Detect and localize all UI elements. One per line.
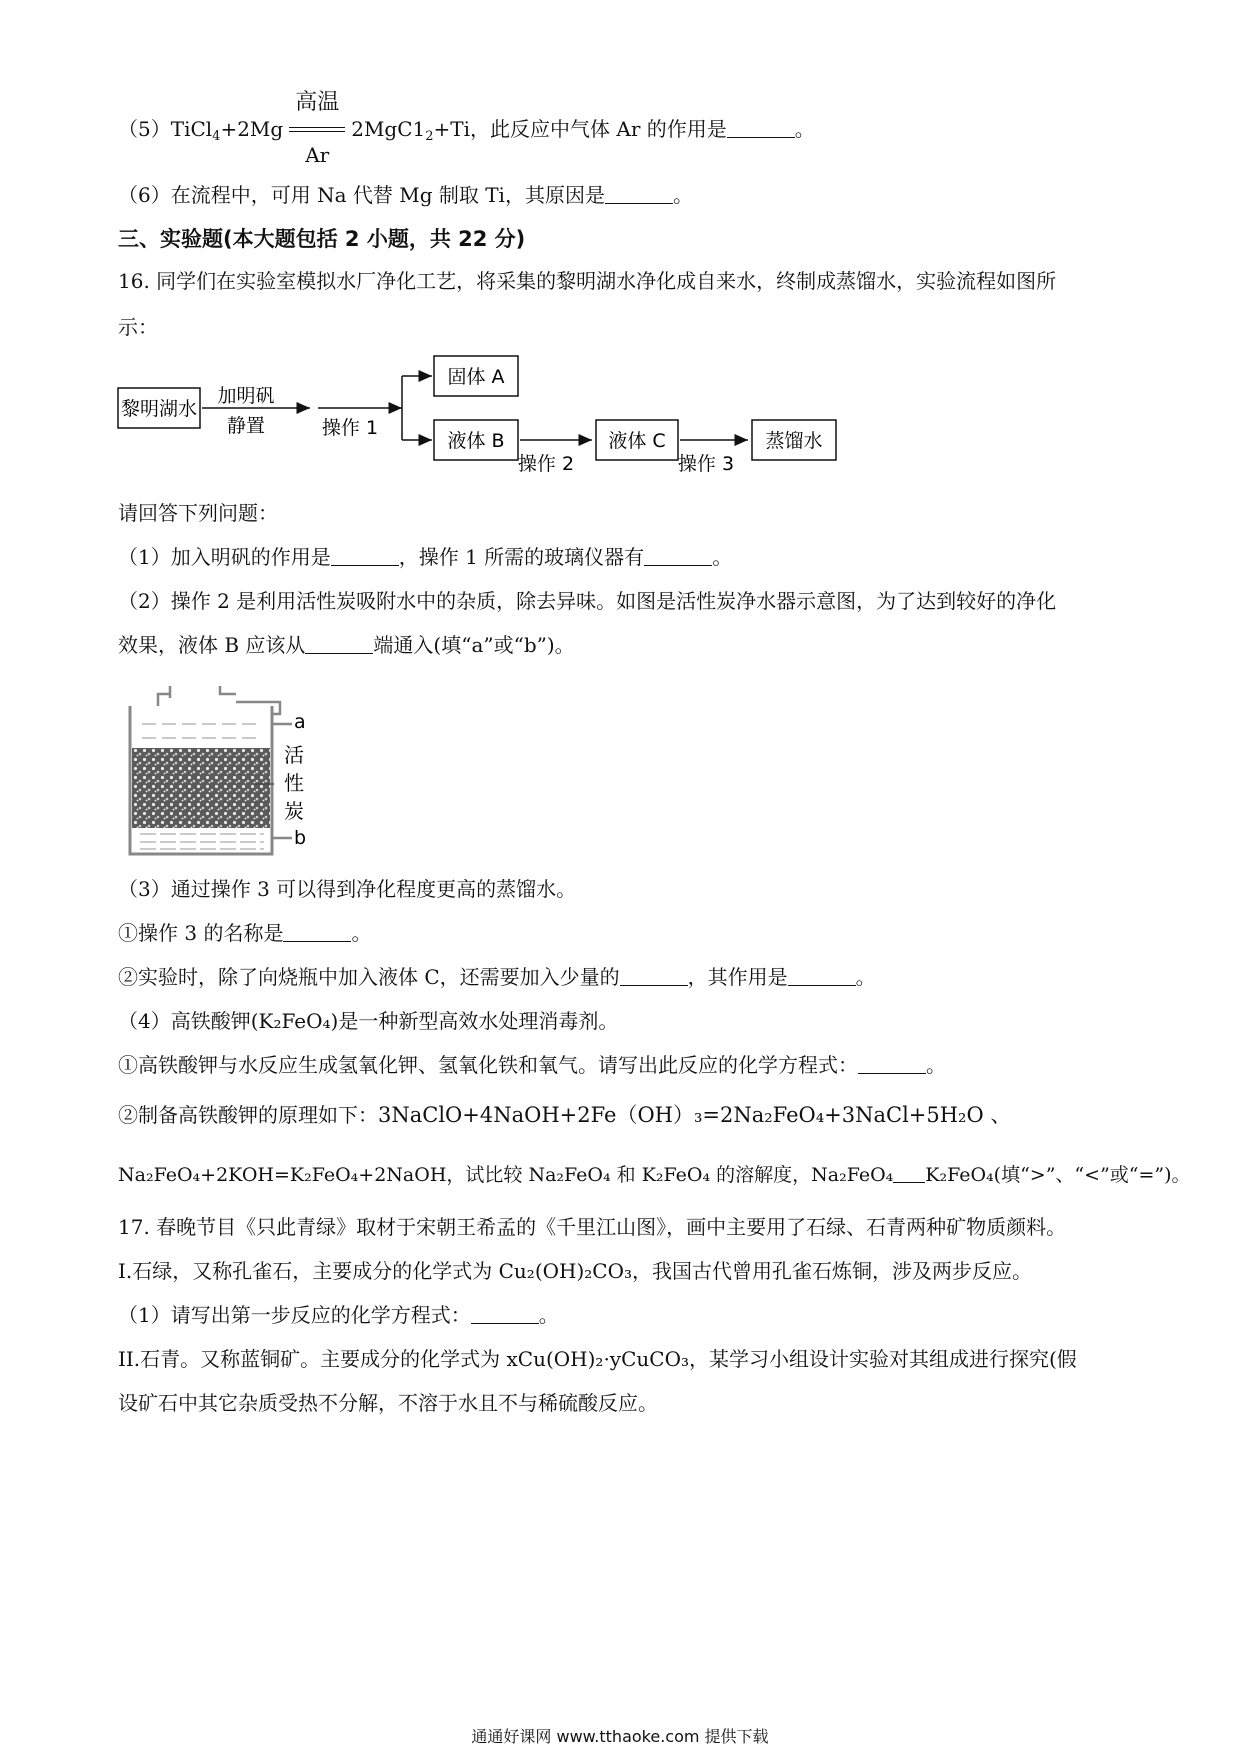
q16-part3: （3）通过操作 3 可以得到净化程度更高的蒸馏水。	[118, 877, 577, 901]
step-label-bottom: 静置	[226, 415, 266, 437]
answer-blank[interactable]	[605, 185, 673, 204]
q16-intro-line2: 示：	[118, 315, 158, 339]
solid-a-label: 固体 A	[447, 366, 505, 388]
op1-label: 操作 1	[321, 417, 379, 439]
q16-ask: 请回答下列问题：	[118, 501, 278, 525]
q15-part6: （6）在流程中，可用 Na 代替 Mg 制取 Ti，其原因是 。	[118, 183, 693, 207]
purification-flow-diagram	[110, 350, 870, 480]
q16-part4: （4）高铁酸钾(K₂FeO₄)是一种新型高效水处理消毒剂。	[118, 1009, 619, 1033]
answer-blank[interactable]	[283, 923, 351, 942]
answer-blank[interactable]	[858, 1055, 926, 1074]
q16-part4-1: ①高铁酸钾与水反应生成氢氧化钾、氢氧化铁和氧气。请写出此反应的化学方程式： 。	[118, 1053, 946, 1077]
answer-blank[interactable]	[788, 967, 856, 986]
q17-part2-line1: II.石青。又称蓝铜矿。主要成分的化学式为 xCu(OH)₂·yCuCO₃，某学习小组设计实验对其组成进行探究(假	[118, 1347, 1077, 1371]
reaction-condition: $\frac{\text{高温}}{Ar}$	[289, 114, 345, 144]
step-label-top: 加明矾	[217, 385, 275, 407]
answer-blank[interactable]	[471, 1305, 539, 1324]
carbon-label-3: 炭	[284, 799, 304, 823]
q16-part1: （1）加入明矾的作用是 ，操作 1 所需的玻璃仪器有 。	[118, 545, 733, 569]
q16-part3-2: ②实验时，除了向烧瓶中加入液体 C，还需要加入少量的 ，其作用是 。	[118, 965, 876, 989]
page-footer: 通通好课网 www.tthaoke.com 提供下载	[471, 1727, 769, 1746]
answer-blank[interactable]	[305, 635, 373, 654]
q17-intro: 17. 春晚节目《只此青绿》取材于宋朝王希孟的《千里江山图》，画中主要用了石绿、石青两种矿物质颜料。	[118, 1215, 1067, 1239]
answer-blank[interactable]	[893, 1164, 925, 1183]
q16-part2-line2: 效果，液体 B 应该从 端通入(填“a”或“b”)。	[118, 633, 575, 657]
q17-part1-text: I.石绿，又称孔雀石，主要成分的化学式为 Cu₂(OH)₂CO₃，我国古代曾用孔雀石炼铜，涉及两步反应。	[118, 1259, 1032, 1283]
q16-part3-1: ①操作 3 的名称是 。	[118, 921, 372, 945]
answer-blank[interactable]	[620, 967, 688, 986]
answer-blank[interactable]	[331, 547, 399, 566]
q17-part1-question: （1）请写出第一步反应的化学方程式： 。	[118, 1303, 559, 1327]
carbon-label-1: 活	[284, 743, 304, 767]
op2-label: 操作 2	[517, 453, 575, 475]
q16-part4-3: Na₂FeO₄+2KOH=K₂FeO₄+2NaOH，试比较 Na₂FeO₄ 和 K₂FeO₄ 的溶解度，Na₂FeO₄ K₂FeO₄(填“>”、“<”或“=”)。	[118, 1164, 1191, 1186]
q15-part5: （5）TiCl$_4$+2Mg $\frac{\text{高温}}{Ar}$ $2MgC1_2+Ti$，此反应中气体 Ar 的作用是 。	[118, 90, 815, 167]
carbon-label-2: 性	[284, 771, 304, 795]
distilled-label: 蒸馏水	[765, 430, 823, 452]
q16-part2-line1: （2）操作 2 是利用活性炭吸附水中的杂质，除去异味。如图是活性炭净水器示意图，为了达到较好的净化	[118, 589, 1057, 613]
inlet-b-label: b	[294, 827, 307, 849]
inlet-a-label: a	[294, 711, 306, 733]
q17-part2-line2: 设矿石中其它杂质受热不分解，不溶于水且不与稀硫酸反应。	[118, 1391, 658, 1415]
liquid-b-label: 液体 B	[447, 430, 505, 452]
answer-blank[interactable]	[644, 547, 712, 566]
answer-blank[interactable]	[727, 119, 795, 138]
carbon-filter-diagram	[124, 676, 354, 886]
liquid-c-label: 液体 C	[608, 430, 666, 452]
op3-label: 操作 3	[677, 453, 735, 475]
q16-part4-2: ②制备高铁酸钾的原理如下：3NaClO+4NaOH+2Fe（OH）₃=2Na₂FeO₄+3NaCl+5H₂O 、	[118, 1103, 1012, 1127]
section-heading: 三、实验题(本大题包括 2 小题，共 22 分)	[118, 227, 526, 251]
q16-intro-line1: 16. 同学们在实验室模拟水厂净化工艺，将采集的黎明湖水净化成自来水，终制成蒸馏水，实验流程如图所	[118, 269, 1057, 293]
source-label: 黎明湖水	[120, 398, 198, 420]
